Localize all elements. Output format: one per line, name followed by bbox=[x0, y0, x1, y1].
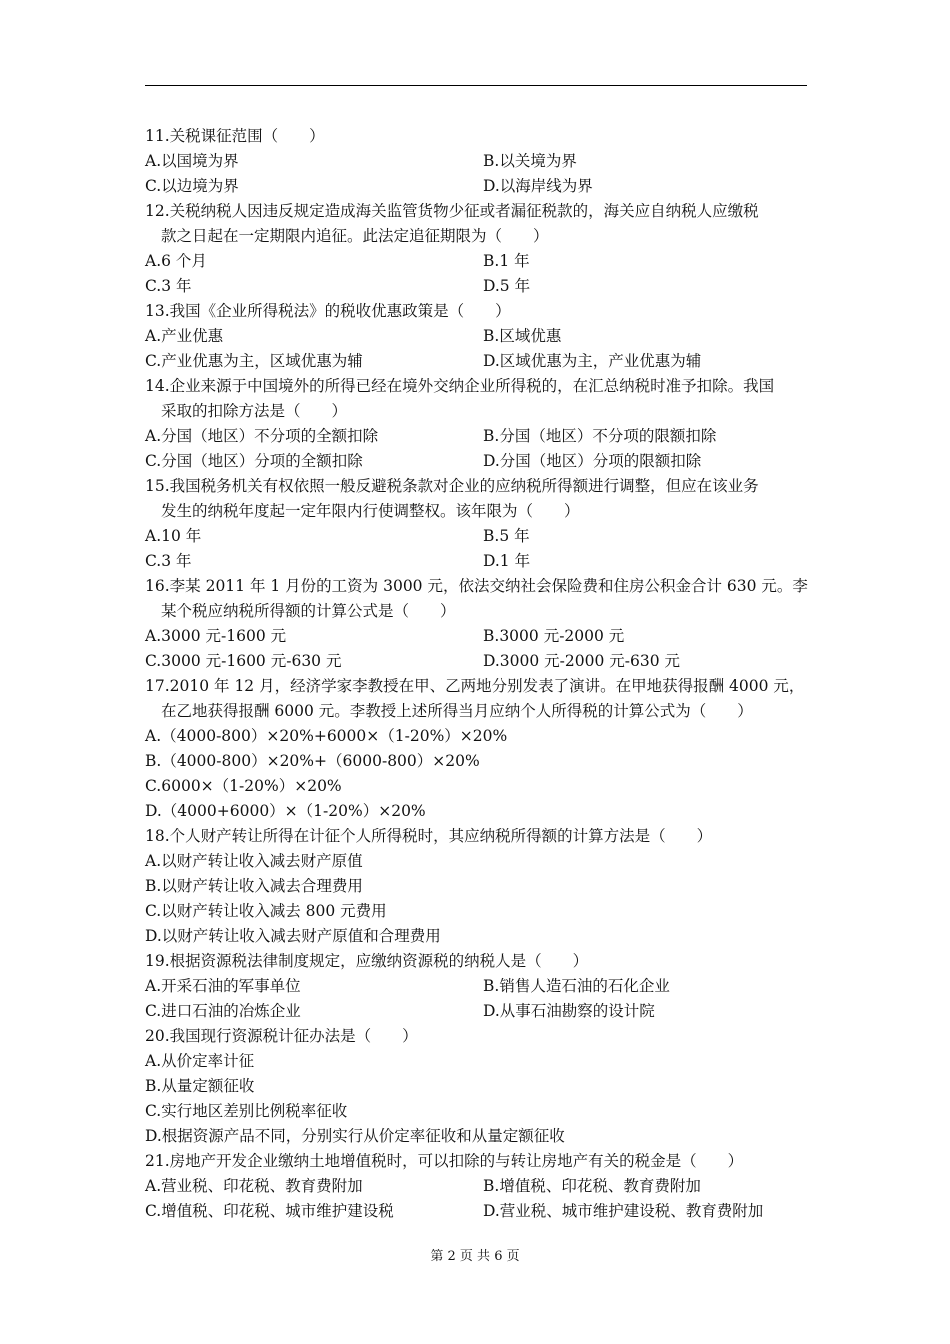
answer-option: D.3000 元-2000 元-630 元 bbox=[483, 652, 681, 670]
option-row bbox=[145, 149, 807, 174]
answer-option: B.分国（地区）不分项的限额扣除 bbox=[483, 427, 717, 445]
question-16 bbox=[145, 574, 807, 674]
option-row bbox=[145, 249, 807, 274]
question-13 bbox=[145, 299, 807, 374]
question-stem: 15.我国税务机关有权依照一般反避税条款对企业的应纳税所得额进行调整，但应在该业务 bbox=[145, 477, 759, 495]
answer-option: C.产业优惠为主，区域优惠为辅 bbox=[145, 352, 363, 370]
option-row bbox=[145, 349, 807, 374]
answer-option: A.从价定率计征 bbox=[145, 1052, 255, 1070]
option-row bbox=[145, 274, 807, 299]
answer-option: D.以财产转让收入减去财产原值和合理费用 bbox=[145, 927, 441, 945]
answer-option: A.产业优惠 bbox=[145, 327, 224, 345]
question-19 bbox=[145, 949, 807, 1024]
question-11 bbox=[145, 124, 807, 199]
option-row bbox=[145, 974, 807, 999]
answer-option: D.（4000+6000）×（1-20%）×20% bbox=[145, 802, 426, 820]
question-15 bbox=[145, 474, 807, 574]
answer-option: A.营业税、印花税、教育费附加 bbox=[145, 1177, 363, 1195]
question-18 bbox=[145, 824, 807, 949]
option-row bbox=[145, 649, 807, 674]
header-rule bbox=[145, 85, 807, 86]
answer-option: A.分国（地区）不分项的全额扣除 bbox=[145, 427, 379, 445]
question-stem: 17.2010 年 12 月，经济学家李教授在甲、乙两地分别发表了演讲。在甲地获得报酬 4000 元， bbox=[145, 677, 805, 695]
answer-option: B.1 年 bbox=[483, 252, 530, 270]
answer-option: B.区域优惠 bbox=[483, 327, 562, 345]
answer-option: C.3000 元-1600 元-630 元 bbox=[145, 652, 342, 670]
answer-option: A.10 年 bbox=[145, 527, 202, 545]
question-stem: 21.房地产开发企业缴纳土地增值税时，可以扣除的与转让房地产有关的税金是（ ） bbox=[145, 1152, 744, 1170]
question-stem: 18.个人财产转让所得在计征个人所得税时，其应纳税所得额的计算方法是（ ） bbox=[145, 827, 713, 845]
answer-option: C.3 年 bbox=[145, 552, 192, 570]
answer-option: D.区域优惠为主，产业优惠为辅 bbox=[483, 352, 702, 370]
answer-option: C.以财产转让收入减去 800 元费用 bbox=[145, 902, 387, 920]
option-row bbox=[145, 424, 807, 449]
question-12 bbox=[145, 199, 807, 299]
answer-option: D.营业税、城市维护建设税、教育费附加 bbox=[483, 1202, 764, 1220]
answer-option: C.进口石油的冶炼企业 bbox=[145, 1002, 301, 1020]
answer-option: B.（4000-800）×20%+（6000-800）×20% bbox=[145, 752, 480, 770]
answer-option: A.6 个月 bbox=[145, 252, 207, 270]
option-row bbox=[145, 624, 807, 649]
question-17 bbox=[145, 674, 807, 824]
option-row bbox=[145, 1199, 807, 1224]
question-21 bbox=[145, 1149, 807, 1224]
question-list bbox=[145, 124, 807, 1224]
option-row bbox=[145, 324, 807, 349]
answer-option: C.实行地区差别比例税率征收 bbox=[145, 1102, 348, 1120]
answer-option: A.开采石油的军事单位 bbox=[145, 977, 301, 995]
answer-option: A.（4000-800）×20%+6000×（1-20%）×20% bbox=[145, 727, 508, 745]
answer-option: D.5 年 bbox=[483, 277, 531, 295]
answer-option: B.增值税、印花税、教育费附加 bbox=[483, 1177, 701, 1195]
question-20 bbox=[145, 1024, 807, 1149]
answer-option: D.根据资源产品不同，分别实行从价定率征收和从量定额征收 bbox=[145, 1127, 565, 1145]
answer-option: A.以国境为界 bbox=[145, 152, 239, 170]
answer-option: C.增值税、印花税、城市维护建设税 bbox=[145, 1202, 394, 1220]
answer-option: B.5 年 bbox=[483, 527, 530, 545]
question-stem: 11.关税课征范围（ ） bbox=[145, 127, 325, 145]
question-stem: 20.我国现行资源税计征办法是（ ） bbox=[145, 1027, 418, 1045]
option-row bbox=[145, 524, 807, 549]
answer-option: B.以关境为界 bbox=[483, 152, 577, 170]
answer-option: C.3 年 bbox=[145, 277, 192, 295]
answer-option: B.以财产转让收入减去合理费用 bbox=[145, 877, 363, 895]
answer-option: D.1 年 bbox=[483, 552, 531, 570]
question-stem: 14.企业来源于中国境外的所得已经在境外交纳企业所得税的，在汇总纳税时准予扣除。我国 bbox=[145, 377, 775, 395]
question-14 bbox=[145, 374, 807, 474]
option-row bbox=[145, 999, 807, 1024]
page-number: 第 2 页 共 6 页 bbox=[430, 1249, 520, 1264]
answer-option: D.分国（地区）分项的限额扣除 bbox=[483, 452, 702, 470]
answer-option: A.3000 元-1600 元 bbox=[145, 627, 287, 645]
answer-option: D.以海岸线为界 bbox=[483, 177, 593, 195]
answer-option: B.3000 元-2000 元 bbox=[483, 627, 625, 645]
answer-option: B.从量定额征收 bbox=[145, 1077, 255, 1095]
option-row bbox=[145, 1174, 807, 1199]
answer-option: D.从事石油勘察的设计院 bbox=[483, 1002, 655, 1020]
answer-option: C.6000×（1-20%）×20% bbox=[145, 777, 342, 795]
question-stem: 12.关税纳税人因违反规定造成海关监管货物少征或者漏征税款的，海关应自纳税人应缴税 bbox=[145, 202, 759, 220]
question-stem: 13.我国《企业所得税法》的税收优惠政策是（ ） bbox=[145, 302, 511, 320]
answer-option: A.以财产转让收入减去财产原值 bbox=[145, 852, 363, 870]
question-stem-continued: 某个税应纳税所得额的计算公式是（ ） bbox=[161, 602, 456, 620]
question-stem-continued: 在乙地获得报酬 6000 元。李教授上述所得当月应纳个人所得税的计算公式为（ ） bbox=[161, 702, 753, 720]
option-row bbox=[145, 549, 807, 574]
question-stem: 19.根据资源税法律制度规定，应缴纳资源税的纳税人是（ ） bbox=[145, 952, 589, 970]
answer-option: C.分国（地区）分项的全额扣除 bbox=[145, 452, 363, 470]
question-stem-continued: 款之日起在一定期限内追征。此法定追征期限为（ ） bbox=[161, 227, 549, 245]
question-stem-continued: 采取的扣除方法是（ ） bbox=[161, 402, 348, 420]
question-stem: 16.李某 2011 年 1 月份的工资为 3000 元，依法交纳社会保险费和住房公积金合计 630 元。李 bbox=[145, 577, 808, 595]
option-row bbox=[145, 174, 807, 199]
answer-option: C.以边境为界 bbox=[145, 177, 239, 195]
option-row bbox=[145, 449, 807, 474]
question-stem-continued: 发生的纳税年度起一定年限内行使调整权。该年限为（ ） bbox=[161, 502, 580, 520]
answer-option: B.销售人造石油的石化企业 bbox=[483, 977, 670, 995]
